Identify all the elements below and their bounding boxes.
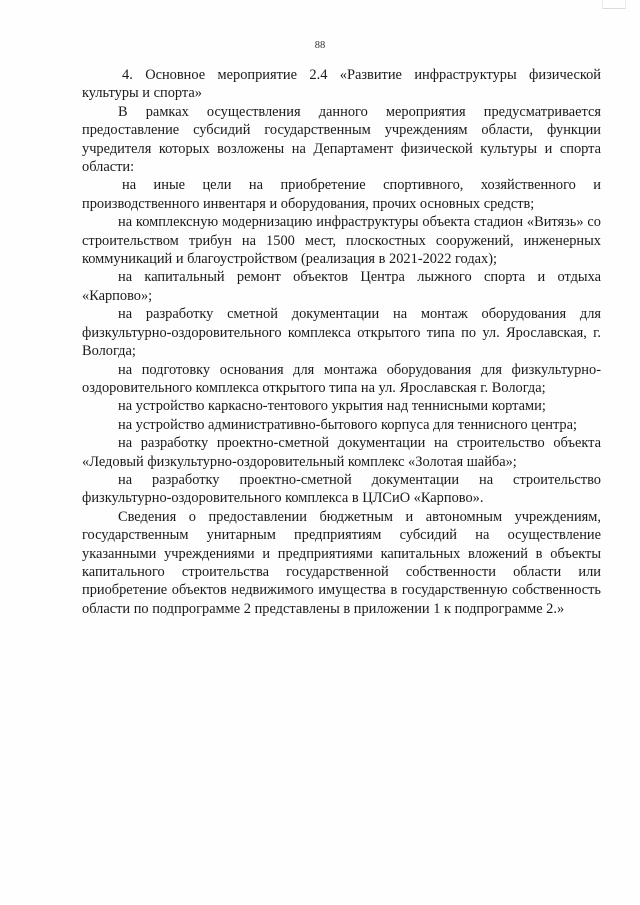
list-item-foundation: на подготовку основания для монтажа оборудования для физкультурно-оздоровительного комплекса открытого типа на ул. Ярославская г. Вологда;: [82, 361, 601, 396]
closing-paragraph: Сведения о предоставлении бюджетным и автономным учреждениям, государственным унитарным предприятиям субсидий на осуществление указанными учреждениями и предприятиями капитальных вложений в объекты капитального строительства государственной собственности области или приобретение объектов недвижимого имущества в государственную собственность области по подпрограмме 2 представлены в приложении 1 к подпрограмме 2.»: [82, 508, 601, 617]
list-item-equipment: на иные цели на приобретение спортивного, хозяйственного и производственного инвентаря и оборудования, прочих основных средств;: [82, 177, 601, 212]
list-item-ski-center: на капитальный ремонт объектов Центра лыжного спорта и отдыха «Карпово»;: [82, 269, 601, 304]
section-heading: 4. Основное мероприятие 2.4 «Развитие инфраструктуры физической культуры и спорта»: [82, 67, 601, 102]
list-item-stadium: на комплексную модернизацию инфраструктуры объекта стадион «Витязь» со строительством трибун на 1500 мест, плоскостных сооружений, инженерных коммуникаций и благоустройством (реализация в 2021-2022 годах);: [82, 214, 601, 268]
list-item-estimate-docs: на разработку сметной документации на монтаж оборудования для физкультурно-оздоровительного комплекса открытого типа по ул. Ярославская, г. Вологда;: [82, 306, 601, 360]
document-body: [82, 66, 601, 618]
corner-mark: [602, 0, 626, 9]
intro-paragraph: В рамках осуществления данного мероприятия предусматривается предоставление субсидий государственным учреждениям области, функции учредителя которых возложены на Департамент физической культуры и спорта области:: [82, 103, 601, 176]
list-item-tent-cover: на устройство каркасно-тентового укрытия над теннисными кортами;: [118, 398, 546, 415]
page-number: 88: [314, 40, 326, 51]
list-item-ice-complex: на разработку проектно-сметной документации на строительство объекта «Ледовый физкультурно-оздоровительный комплекс «Золотая шайба»;: [82, 435, 601, 470]
list-item-admin-building: на устройство административно-бытового корпуса для теннисного центра;: [118, 416, 578, 433]
list-item-karpovo-complex: на разработку проектно-сметной документации на строительство физкультурно-оздоровительного комплекса в ЦЛСиО «Карпово».: [82, 471, 601, 507]
